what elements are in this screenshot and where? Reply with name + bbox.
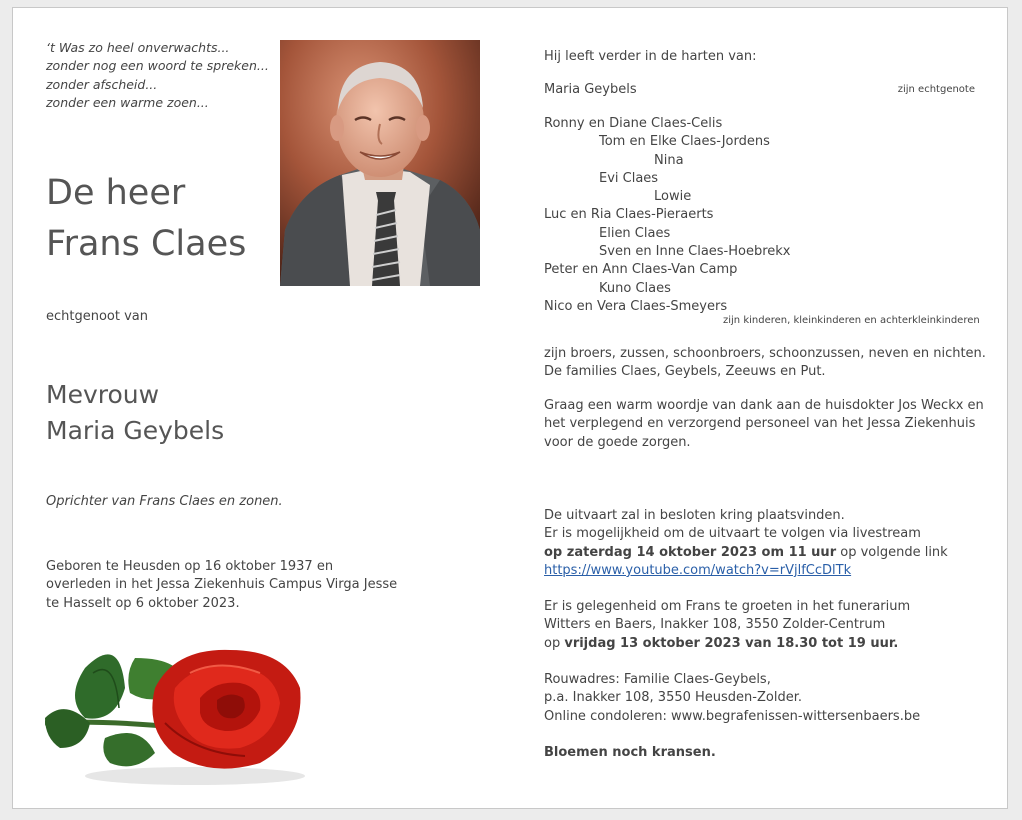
poem-line: ‘t Was zo heel onverwachts... xyxy=(46,40,230,55)
rose-image xyxy=(45,628,305,788)
family-member: Tom en Elke Claes-Jordens xyxy=(599,134,770,150)
portrait-photo xyxy=(280,40,480,286)
thanks-line: voor de goede zorgen. xyxy=(544,434,691,450)
poem xyxy=(46,39,269,112)
intro-text: Hij leeft verder in de harten van: xyxy=(544,49,757,64)
address-line: p.a. Inakker 108, 3550 Heusden-Zolder. xyxy=(544,690,802,706)
family-member: Evi Claes xyxy=(599,170,659,186)
birth-line: te Hasselt op 6 oktober 2023. xyxy=(46,595,240,611)
family-member: Lowie xyxy=(654,189,692,205)
spouse-fullname: Maria Geybels xyxy=(46,416,225,445)
wife-name: Maria Geybels xyxy=(544,82,637,97)
funeral-line: De uitvaart zal in besloten kring plaatsvinden. xyxy=(544,508,845,523)
visit-line: Witters en Baers, Inakker 108, 3550 Zolder-Centrum xyxy=(544,617,886,633)
birth-line: overleden in het Jessa Ziekenhuis Campus Virga Jesse xyxy=(46,577,398,593)
rose-illustration xyxy=(45,628,305,788)
founder-note: Oprichter van Frans Claes en zonen. xyxy=(46,494,283,509)
wife-role: zijn echtgenote xyxy=(897,84,975,95)
condolence-line: Online condoleren: www.begrafenissen-wittersenbaers.be xyxy=(544,708,921,724)
livestream-link[interactable]: https://www.youtube.com/watch?v=rVjlfCcDlTk xyxy=(544,562,852,578)
wife-row xyxy=(544,82,975,97)
thanks-line: Graag een warm woordje van dank aan de huisdokter Jos Weckx en xyxy=(544,398,984,413)
flowers-note: Bloemen noch kransen. xyxy=(544,745,716,760)
poem-line: zonder nog een woord te spreken... xyxy=(46,58,269,74)
funeral-date: op zaterdag 14 oktober 2023 om 11 uur xyxy=(544,544,837,560)
spouse-label: echtgenoot van xyxy=(46,309,149,324)
thanks-line: het verplegend en verzorgend personeel van het Jessa Ziekenhuis xyxy=(544,416,976,432)
family-list xyxy=(544,115,791,316)
spouse-name xyxy=(46,377,224,449)
family-member: Peter en Ann Claes-Van Camp xyxy=(544,262,738,278)
funeral-date-line xyxy=(544,544,948,562)
visit-prefix: op xyxy=(544,635,565,651)
funeral-date-suffix: op volgende link xyxy=(836,544,948,560)
funeral-line: Er is mogelijkheid om de uitvaart te volgen via livestream xyxy=(544,526,921,542)
relatives-line: zijn broers, zussen, schoonbroers, schoonzussen, neven en nichten. xyxy=(544,346,986,361)
family-member: Luc en Ria Claes-Pieraerts xyxy=(544,207,714,223)
family-member: Ronny en Diane Claes-Celis xyxy=(544,116,723,131)
family-member: Elien Claes xyxy=(599,225,671,241)
family-member: Kuno Claes xyxy=(599,280,671,296)
visit-date-line xyxy=(544,635,910,653)
thanks xyxy=(544,397,984,452)
family-member: Sven en Inne Claes-Hoebrekx xyxy=(599,244,791,260)
visit-line: Er is gelegenheid om Frans te groeten in het funerarium xyxy=(544,599,911,614)
birth-line: Geboren te Heusden op 16 oktober 1937 en xyxy=(46,559,334,574)
deceased-name xyxy=(46,168,246,270)
address-info xyxy=(544,671,920,726)
relatives xyxy=(544,345,986,382)
spouse-title: Mevrouw xyxy=(46,380,160,409)
family-role: zijn kinderen, kleinkinderen en achterkleinkinderen xyxy=(723,315,980,326)
visit-date: vrijdag 13 oktober 2023 van 18.30 tot 19 uur. xyxy=(564,635,899,651)
poem-line: zonder afscheid... xyxy=(46,76,158,92)
relatives-line: De families Claes, Geybels, Zeeuws en Put. xyxy=(544,364,826,380)
address-line: Rouwadres: Familie Claes-Geybels, xyxy=(544,672,771,687)
deceased-fullname: Frans Claes xyxy=(46,224,247,264)
visit-info xyxy=(544,598,910,653)
poem-line: zonder een warme zoen... xyxy=(46,94,209,110)
portrait-illustration xyxy=(280,40,480,286)
obituary-card xyxy=(12,7,1008,809)
funeral-info xyxy=(544,507,948,580)
family-member: Nina xyxy=(654,152,684,168)
birth-death-info xyxy=(46,558,397,613)
deceased-title: De heer xyxy=(46,173,186,213)
family-member: Nico en Vera Claes-Smeyers xyxy=(544,298,728,314)
